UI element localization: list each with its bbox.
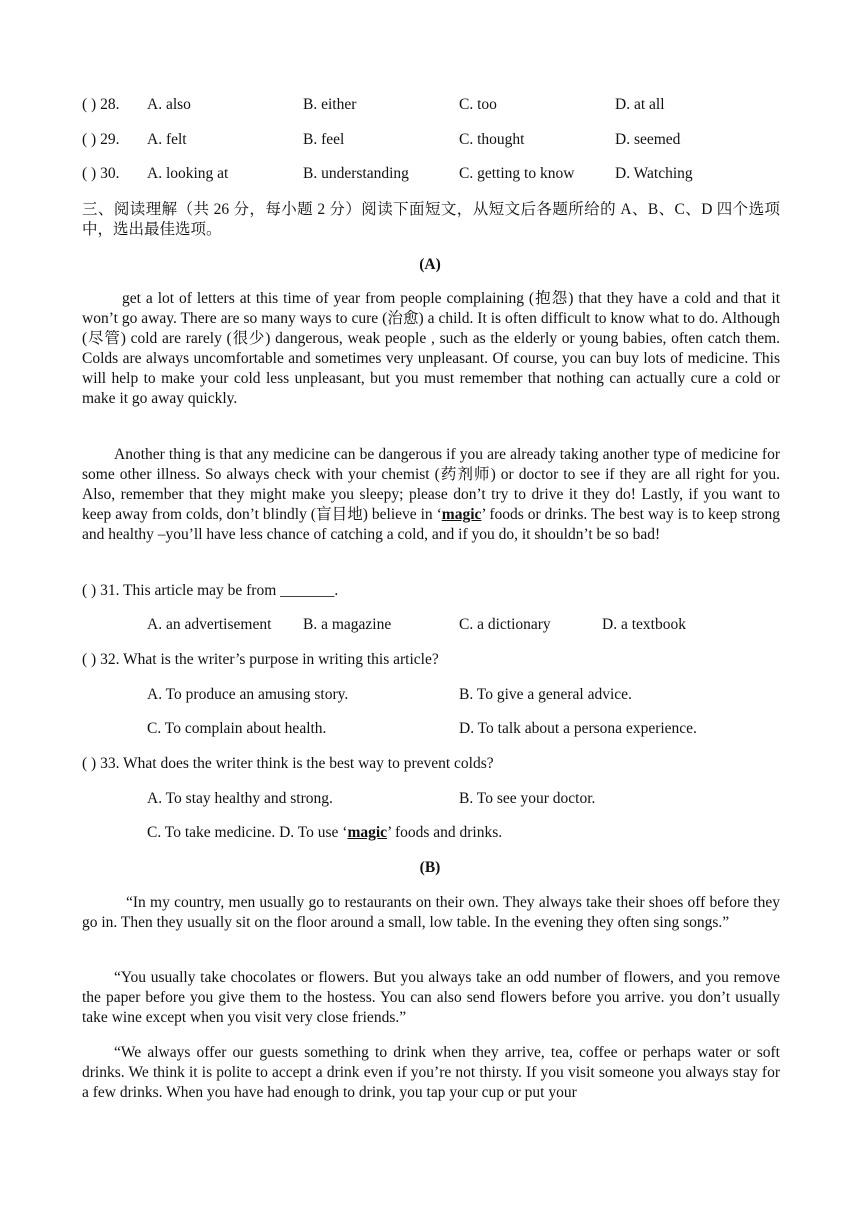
option-a: A. To stay healthy and strong.	[147, 790, 333, 807]
question-28	[82, 95, 802, 115]
option-a: A. To produce an amusing story.	[147, 686, 349, 703]
option-d: D. a textbook	[602, 616, 686, 633]
question-number: ( ) 28.	[82, 96, 120, 113]
option-a: A. looking at	[147, 165, 229, 182]
paragraph-text	[82, 445, 780, 545]
option-a: A. an advertisement	[147, 616, 272, 633]
option-b: B. understanding	[303, 165, 409, 182]
paragraph-text: “In my country, men usually go to restaurants on their own. They always take their shoes off before they go in. Then they usually sit on the floor around a small, low table. In the evening they often sing songs.”	[82, 894, 780, 931]
question-30	[82, 164, 802, 184]
option-c: C. a dictionary	[459, 616, 551, 633]
magic-word: magic	[441, 506, 482, 523]
option-d: D. seemed	[615, 131, 681, 148]
question-33-options-ab	[82, 789, 802, 809]
question-32-stem: ( ) 32. What is the writer’s purpose in writing this article?	[82, 651, 439, 668]
option-c: C. To complain about health.	[147, 720, 327, 737]
option-c: C. thought	[459, 131, 525, 148]
passage-b-paragraph-2	[82, 968, 780, 1028]
paragraph-text: “You usually take chocolates or flowers. But you always take an odd number of flowers, and you remove the paper before you give them to the hostess. You can also send flowers before you arrive. you don’t usually take wine except when you visit very close friends.”	[82, 969, 780, 1026]
option-c-and-d-start: C. To take medicine. D. To use ‘	[147, 824, 348, 841]
passage-b-label: (B)	[419, 859, 441, 876]
option-d: D. Watching	[615, 165, 693, 182]
question-31-options	[82, 615, 802, 635]
question-29	[82, 130, 802, 150]
question-33-options-cd	[147, 823, 502, 843]
question-number: ( ) 29.	[82, 131, 120, 148]
option-c: C. too	[459, 96, 497, 113]
text-before-magic: Another thing is that any medicine can be dangerous if you are already taking another type of medicine for some other illness. So always check with your chemist (药剂师) or doctor to see if they are all right for you. Also, remember that they might make you sleepy; please don’t try to drive it they do! Lastly, if you want to keep away from colds, don’t blindly (盲目地) believe in ‘	[82, 446, 780, 523]
paragraph-text: get a lot of letters at this time of year from people complaining (抱怨) that they have a cold and that it won’t go away. There are so many ways to cure (治愈) a child. It is often difficult to know what to do. Although (尽管) cold are rarely (很少) dangerous, weak people , such as the elderly or young babies, often catch them. Colds are always uncomfortable and sometimes very unpleasant. Of course, you can buy lots of medicine. This will help to make your cold less unpleasant, but you must remember that nothing can actually cure a cold or make it go away quickly.	[82, 290, 780, 407]
option-d: D. at all	[615, 96, 665, 113]
option-c: C. getting to know	[459, 165, 575, 182]
section-3-instructions	[82, 200, 780, 240]
question-32-options-cd	[82, 719, 802, 739]
passage-a-label: (A)	[419, 256, 441, 273]
question-number: ( ) 30.	[82, 165, 120, 182]
passage-b-paragraph-1	[82, 893, 780, 933]
question-33-stem: ( ) 33. What does the writer think is the best way to prevent colds?	[82, 755, 494, 772]
option-b: B. feel	[303, 131, 345, 148]
option-d: D. To talk about a persona experience.	[459, 720, 697, 737]
passage-a-paragraph-2	[82, 445, 780, 545]
passage-b-paragraph-3	[82, 1043, 780, 1103]
option-d-end: ’ foods and drinks.	[387, 824, 503, 841]
option-b: B. either	[303, 96, 357, 113]
passage-a-paragraph-1	[82, 289, 780, 409]
option-b: B. To see your doctor.	[459, 790, 596, 807]
question-31-stem: ( ) 31. This article may be from _______.	[82, 582, 339, 599]
paragraph-text: “We always offer our guests something to drink when they arrive, tea, coffee or perhaps water or soft drinks. We think it is polite to accept a drink even if you’re not thirsty. If you visit someone you always stay for a few drinks. When you have had enough to drink, you tap your cup or put your	[82, 1044, 780, 1101]
option-a: A. felt	[147, 131, 187, 148]
option-b: B. a magazine	[303, 616, 392, 633]
text-after-magic: ’ foods or drinks. The best way is to keep strong and healthy –you’ll have less chance of catching a cold, and if you do, it shouldn’t be so bad!	[82, 506, 780, 543]
option-b: B. To give a general advice.	[459, 686, 632, 703]
option-a: A. also	[147, 96, 191, 113]
magic-word: magic	[347, 824, 388, 841]
question-32-options-ab	[82, 685, 802, 705]
section-3-title: 三、阅读理解（共 26 分，每小题 2 分）阅读下面短文，从短文后各题所给的 A、B、C、D 四个选项中，选出最佳选项。	[82, 201, 780, 238]
